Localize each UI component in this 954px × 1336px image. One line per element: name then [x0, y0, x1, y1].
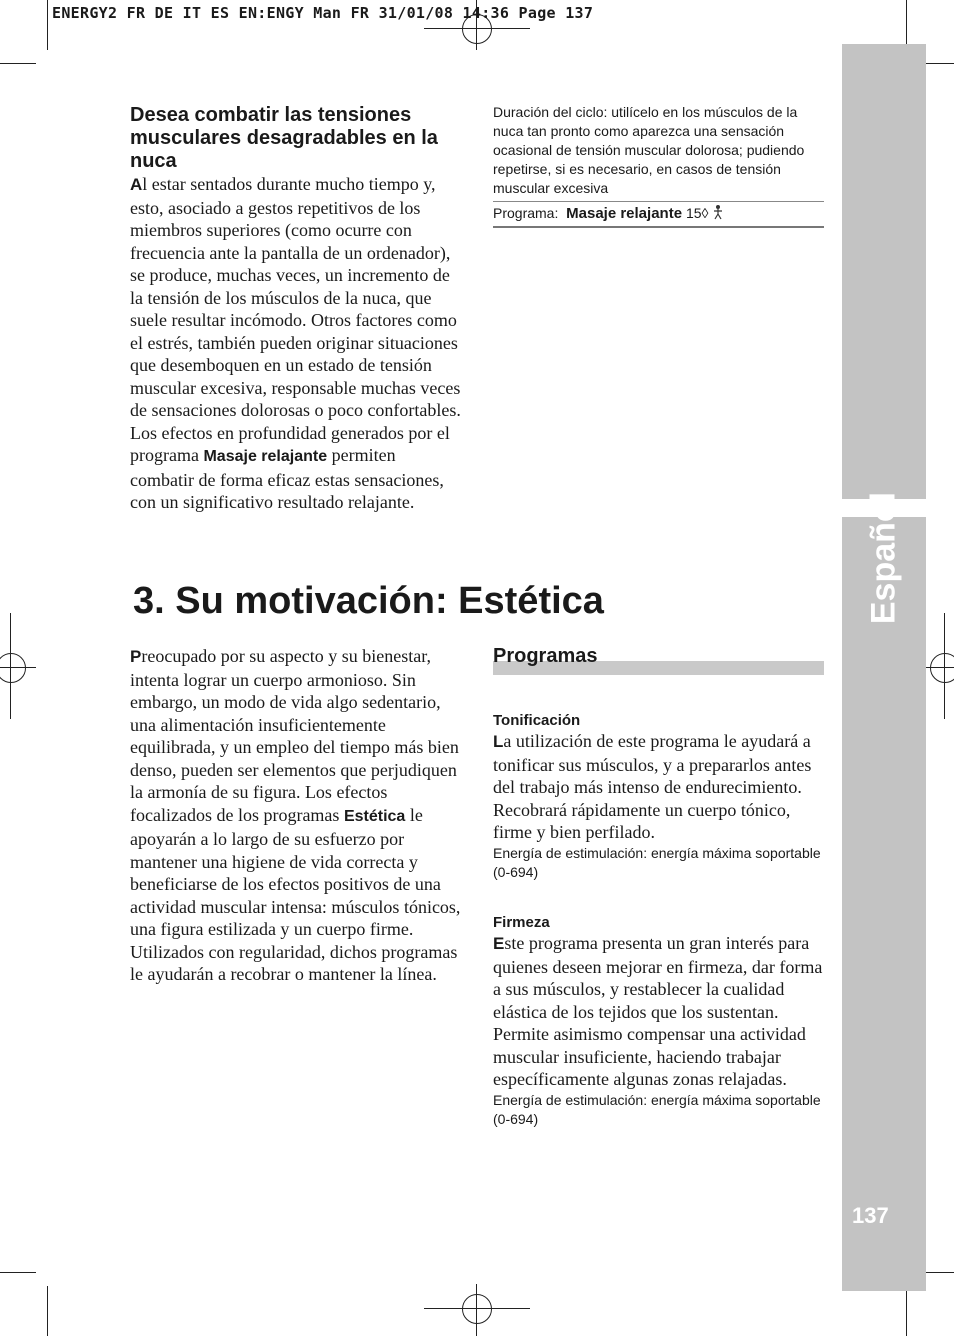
crop-mark	[0, 63, 36, 64]
registration-mark	[462, 1294, 492, 1324]
program-name-inline: Masaje relajante	[203, 448, 328, 465]
crop-mark	[424, 28, 530, 29]
program-note: Energía de estimulación: energía máxima soportable (0-694)	[493, 1091, 821, 1127]
nuca-text-a: l estar sentados durante mucho tiempo y, esto, asociado a gestos repetitivos de los miembros superiores (como ocurre con frecuencia ante la pantalla de un ordenador), se produce, muchas veces, un incremento de la tensión de los músculos de la nuca, que suele resultar incómodo. Otros factores como el estrés, también pueden originar situaciones que desemboquen en un estado de tensión muscular excesiva, responsable muchas veces de sensaciones dolorosas o poco confortables. Los efectos en profundidad generados por el programa	[130, 174, 461, 465]
dropcap: A	[130, 175, 143, 194]
nuca-heading: Desea combatir las tensiones musculares desagradables en la nuca	[130, 104, 438, 172]
program-description	[493, 932, 825, 1091]
crop-mark	[476, 1284, 477, 1336]
language-sidebar	[842, 44, 926, 1291]
crop-mark	[906, 1286, 907, 1336]
estetica-paragraph	[130, 645, 464, 986]
program-label: Programa:	[493, 205, 559, 221]
program-name-inline: Estética	[343, 807, 406, 825]
dropcap: L	[493, 732, 504, 751]
program-item-tonificacion	[493, 712, 825, 882]
language-label: Español	[864, 491, 903, 625]
program-text: ste programa presenta un gran interés para quienes deseen mejorar en firmeza, dar forma a sus músculos, y restablecer la cualidad elástica de los tejidos que los sustentan. Permite asimismo compensar una actividad muscular insuficiente, haciendo trabajar específicamente algunas zonas relajadas.	[493, 933, 823, 1089]
program-name: Masaje relajante	[566, 205, 683, 222]
print-slug-line: ENERGY2 FR DE IT ES EN:ENGY Man FR 31/01/08 14:36 Page 137	[52, 4, 594, 22]
nuca-text-b: permiten combatir de forma eficaz estas sensaciones, con un significativo resultado relajante.	[130, 445, 444, 512]
crop-mark	[47, 1286, 48, 1336]
program-value: 15◊	[685, 205, 709, 221]
dropcap: P	[130, 647, 142, 666]
divider-line	[493, 201, 824, 202]
program-title: Firmeza	[493, 914, 550, 931]
page-number: 137	[852, 1203, 889, 1228]
cycle-duration-text: Duración del ciclo: utilícelo en los músculos de la nuca tan pronto como aparezca una sensación ocasional de tensión muscular dolorosa; pudiendo repetirse, si es necesario, en casos de tensión muscular excesiva	[493, 104, 805, 196]
program-text: a utilización de este programa le ayudará a tonificar sus músculos, y a prepararlos antes del trabajo más intenso de endurecimiento. Recobrará rápidamente un cuerpo tónico, firme y bien perfilado.	[493, 731, 812, 842]
program-description	[493, 730, 825, 844]
divider-line	[493, 226, 824, 228]
estetica-text-b: le apoyarán a lo largo de su esfuerzo por mantener una higiene de vida correcta y beneficiarse de los efectos positivos de una actividad muscular intensa: músculos tónicos, una figura estilizada y un cuerpo firme. Utilizados con regularidad, dichos programas le ayudarán a recobrar o mantener la línea.	[130, 804, 461, 984]
program-title: Tonificación	[493, 712, 581, 729]
registration-mark	[0, 653, 26, 683]
crop-mark	[0, 1272, 36, 1273]
crop-mark	[0, 667, 36, 668]
program-note: Energía de estimulación: energía máxima soportable (0-694)	[493, 844, 821, 880]
person-icon	[712, 204, 724, 220]
crop-mark	[10, 613, 11, 719]
language-tab	[842, 488, 926, 628]
nuca-paragraph	[130, 173, 464, 514]
crop-mark	[47, 0, 48, 50]
program-line	[493, 204, 724, 222]
crop-mark	[944, 613, 945, 719]
registration-mark	[930, 653, 954, 683]
estetica-text-a: reocupado por su aspecto y su bienestar, intenta lograr un cuerpo armonioso. Sin embargo, un modo de vida algo sedentario, una alimentación insuficientemente equilibrada, y un empleo del tiempo más bien denso, pueden ser elementos que perjudiquen la armonía de su figura. Los efectos focalizados de los programas	[130, 646, 459, 825]
programas-heading: Programas	[493, 645, 598, 667]
section-title: 3. Su motivación: Estética	[133, 580, 604, 622]
program-item-firmeza	[493, 914, 825, 1129]
dropcap: E	[493, 934, 505, 953]
crop-mark	[424, 1308, 530, 1309]
crop-mark	[906, 0, 907, 50]
